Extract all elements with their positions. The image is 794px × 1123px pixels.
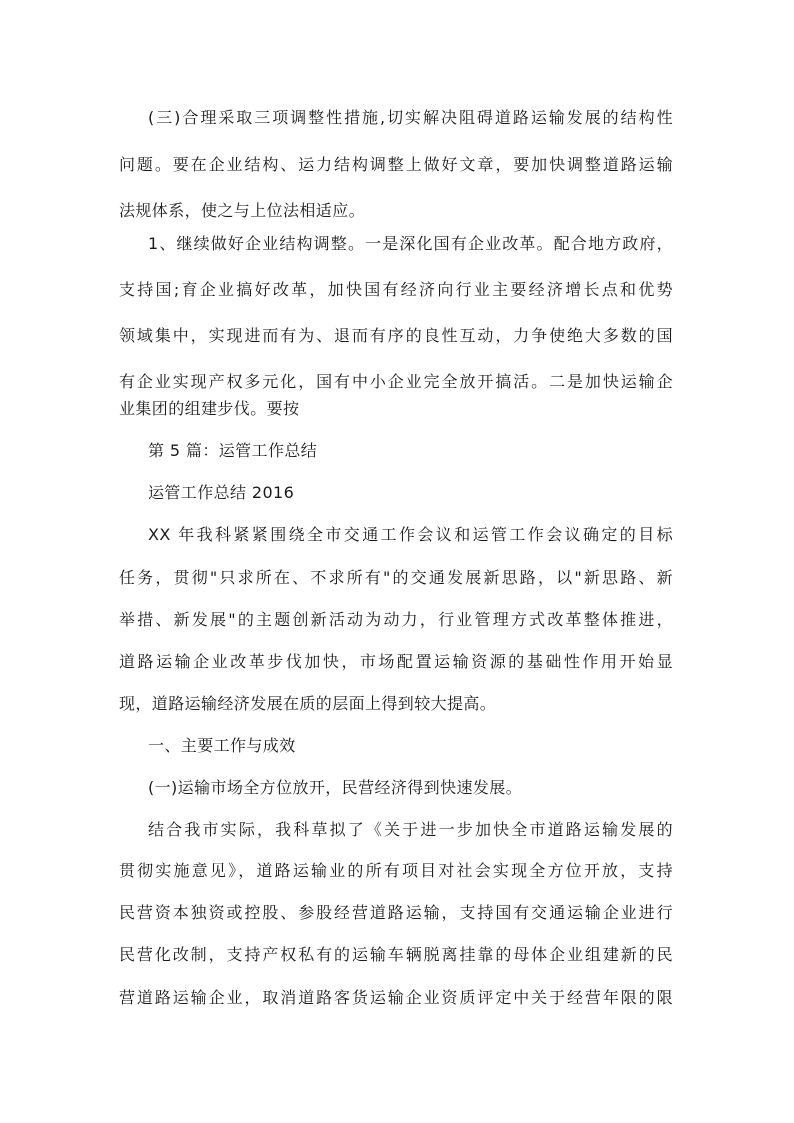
paragraph-line: 有企业实现产权多元化，国有中小企业完全放开搞活。二是加快运输企 xyxy=(119,372,673,391)
paragraph-line: 支持国;育企业搞好改革，加快国有经济向行业主要经济增长点和优势 xyxy=(119,280,673,299)
section-heading: 第 5 篇：运管工作总结 xyxy=(148,441,318,460)
paragraph-line: (三)合理采取三项调整性措施,切实解决阻碍道路运输发展的结构性 xyxy=(148,108,673,127)
section-heading: 一、主要工作与成效 xyxy=(148,736,296,755)
paragraph-line: 贯彻实施意见》，道路运输业的所有项目对社会实现全方位开放，支持 xyxy=(119,861,673,880)
paragraph-line: 民营资本独资或控股、参股经营道路运输，支持国有交通运输企业进行 xyxy=(119,903,673,922)
document-title: 运管工作总结 2016 xyxy=(148,483,295,502)
paragraph-line: 举措、新发展"的主题创新活动为动力，行业管理方式改革整体推进， xyxy=(119,610,673,629)
paragraph-line: 业集团的组建步伐。要按 xyxy=(119,399,300,418)
paragraph-line: 1、继续做好企业结构调整。一是深化国有企业改革。配合地方政府， xyxy=(148,234,673,253)
paragraph-line: 民营化改制，支持产权私有的运输车辆脱离挂靠的母体企业组建新的民 xyxy=(119,945,673,964)
paragraph-line: 领域集中，实现进而有为、退而有序的良性互动，力争使绝大多数的国 xyxy=(119,326,673,345)
paragraph-line: 法规体系，使之与上位法相适应。 xyxy=(119,201,366,220)
paragraph-line: 营道路运输企业，取消道路客货运输企业资质评定中关于经营年限的限 xyxy=(119,988,673,1007)
paragraph-line: 问题。要在企业结构、运力结构调整上做好文章，要加快调整道路运输 xyxy=(119,155,673,174)
paragraph-line: 任务，贯彻"只求所在、不求所有"的交通发展新思路，以"新思路、新 xyxy=(119,568,673,587)
paragraph-line: 结合我市实际，我科草拟了《关于进一步加快全市道路运输发展的 xyxy=(148,820,673,839)
paragraph-line: XX 年我科紧紧围绕全市交通工作会议和运管工作会议确定的目标 xyxy=(148,525,673,544)
subsection-heading: (一)运输市场全方位放开，民营经济得到快速发展。 xyxy=(148,778,523,797)
paragraph-line: 道路运输企业改革步伐加快，市场配置运输资源的基础性作用开始显 xyxy=(119,652,673,671)
paragraph-line: 现，道路运输经济发展在质的层面上得到较大提高。 xyxy=(119,694,497,713)
